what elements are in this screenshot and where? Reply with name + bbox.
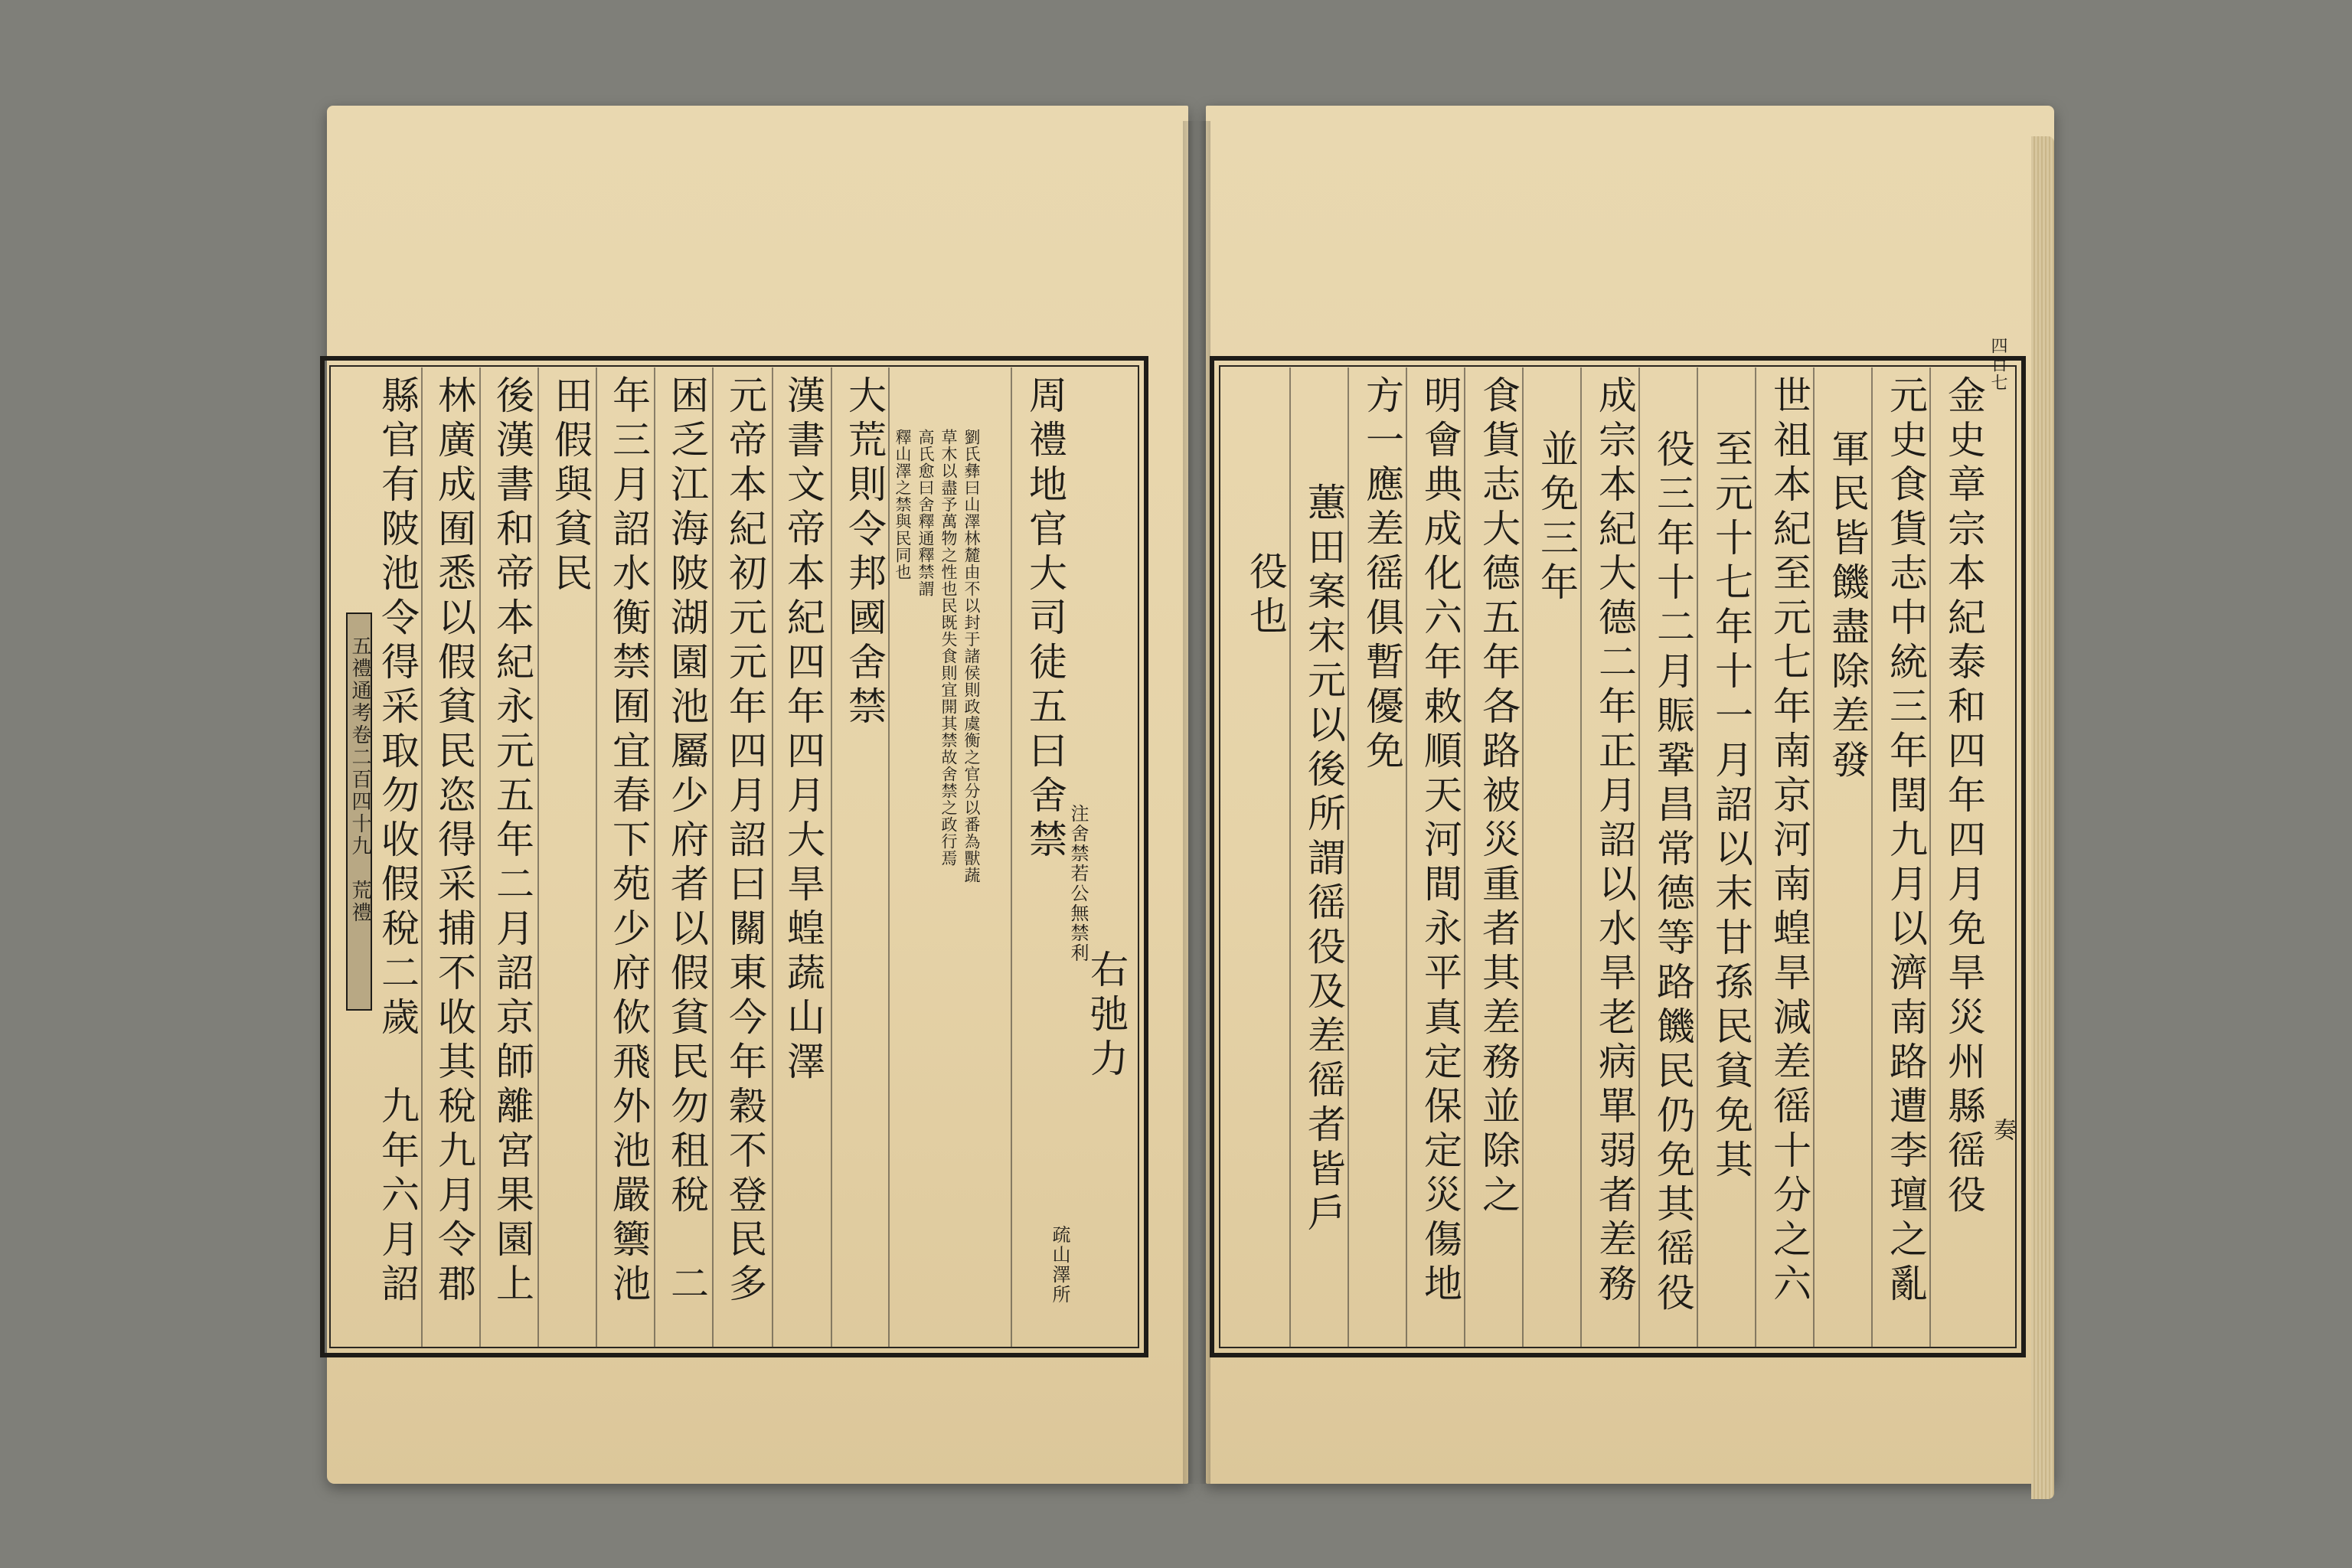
- right-col-3: 軍民皆饑盡除差發: [1825, 429, 1870, 784]
- right-column-rule: [1464, 368, 1465, 1348]
- left-column-rule: [596, 368, 597, 1348]
- edge-mark: 奏: [1989, 1118, 2016, 1142]
- right-column-rule: [1929, 368, 1931, 1348]
- left-col-1: 周禮地官大司徒五曰舍禁: [1023, 375, 1067, 864]
- left-col-8: 後漢書和帝本紀永元五年二月詔京師離宮果園上: [490, 375, 534, 1308]
- left-col-4: 元帝本紀初元元年四月詔曰關東今年穀不登民多: [723, 375, 767, 1308]
- left-column-rule: [712, 368, 714, 1348]
- left-margin-title-block: [346, 612, 372, 1011]
- right-col-2: 元史食貨志中統三年閏九月以濟南路遭李璮之亂: [1883, 375, 1928, 1308]
- right-col-8: 並免三年: [1534, 429, 1579, 606]
- left-note-5: 釋山澤之禁與民同也: [893, 429, 912, 580]
- left-note-1: 注舍禁若公無禁利: [1067, 804, 1089, 963]
- right-col-4: 世祖本紀至元七年南京河南蝗旱減差徭十分之六: [1767, 375, 1811, 1308]
- left-col-5: 困乏江海陂湖園池屬少府者以假貧民勿租稅 二: [665, 375, 709, 1308]
- right-col-10: 明會典成化六年敕順天河間永平真定保定災傷地: [1418, 375, 1462, 1308]
- right-column-rule: [1638, 368, 1640, 1348]
- left-column-rule: [772, 368, 773, 1348]
- right-column-rule: [1580, 368, 1582, 1348]
- left-column-rule: [654, 368, 655, 1348]
- left-column-rule: [421, 368, 423, 1348]
- left-column-rule: [888, 368, 890, 1348]
- right-col-9: 食貨志大德五年各路被災重者其差務並除之: [1476, 375, 1521, 1219]
- page-number-marker: 四百七: [1988, 337, 2007, 392]
- left-col-6: 年三月詔水衡禁囿宜春下苑少府佽飛外池嚴籞池: [606, 375, 651, 1308]
- book-gutter: [1183, 121, 1210, 1484]
- right-col-13: 役也: [1243, 551, 1288, 640]
- left-col-10: 縣官有陂池令得采取勿收假稅二歲 九年六月詔: [375, 375, 420, 1308]
- left-col-2: 大荒則令邦國舍禁: [842, 375, 887, 730]
- left-col-3: 漢書文帝本紀四年四月大旱蝗蔬山澤: [781, 375, 825, 1086]
- right-col-5: 至元十七年十一月詔以末甘孫民貧免其: [1709, 429, 1753, 1184]
- right-column-rule: [1289, 368, 1291, 1348]
- right-column-rule: [1813, 368, 1815, 1348]
- left-column-rule: [831, 368, 832, 1348]
- right-column-rule: [1697, 368, 1698, 1348]
- left-column-rule: [1011, 368, 1012, 1348]
- right-col-12: 蕙田案宋元以後所謂徭役及差徭者皆戶: [1302, 482, 1346, 1237]
- left-note-2: 劉氏彝曰山澤林麓由不以封于諸侯則政虞衡之官分以番為獸蔬: [962, 429, 981, 884]
- right-col-11: 方一應差徭俱暫優免: [1360, 375, 1404, 775]
- right-column-rule: [1755, 368, 1756, 1348]
- right-column-rule: [1406, 368, 1407, 1348]
- right-col-6: 役三年十二月賑鞏昌常德等路饑民仍免其徭役: [1651, 429, 1695, 1317]
- right-col-7: 成宗本紀大德二年正月詔以水旱老病單弱者差務: [1592, 375, 1637, 1308]
- left-column-rule: [479, 368, 481, 1348]
- page-edges: [2031, 136, 2054, 1499]
- section-heading: 右弛力: [1084, 949, 1129, 1083]
- margin-title: 五禮通考卷二百四十九 荒禮: [348, 635, 371, 924]
- right-col-1: 金史章宗本紀泰和四年四月免旱災州縣徭役: [1942, 375, 1986, 1219]
- left-note-4: 高氏愈曰舍釋通釋禁謂: [916, 429, 935, 597]
- right-column-rule: [1871, 368, 1873, 1348]
- left-column-rule: [537, 368, 539, 1348]
- right-column-rule: [1522, 368, 1524, 1348]
- left-col-7: 田假與貧民: [548, 375, 593, 597]
- left-note-1b: 疏山澤所: [1049, 1225, 1070, 1305]
- right-column-rule: [1348, 368, 1349, 1348]
- left-col-9: 林廣成囿悉以假貧民恣得采捕不收其稅九月令郡: [432, 375, 476, 1308]
- left-note-3: 草木以盡予萬物之性也民既失食則宜開其禁故舍禁之政行焉: [939, 429, 958, 867]
